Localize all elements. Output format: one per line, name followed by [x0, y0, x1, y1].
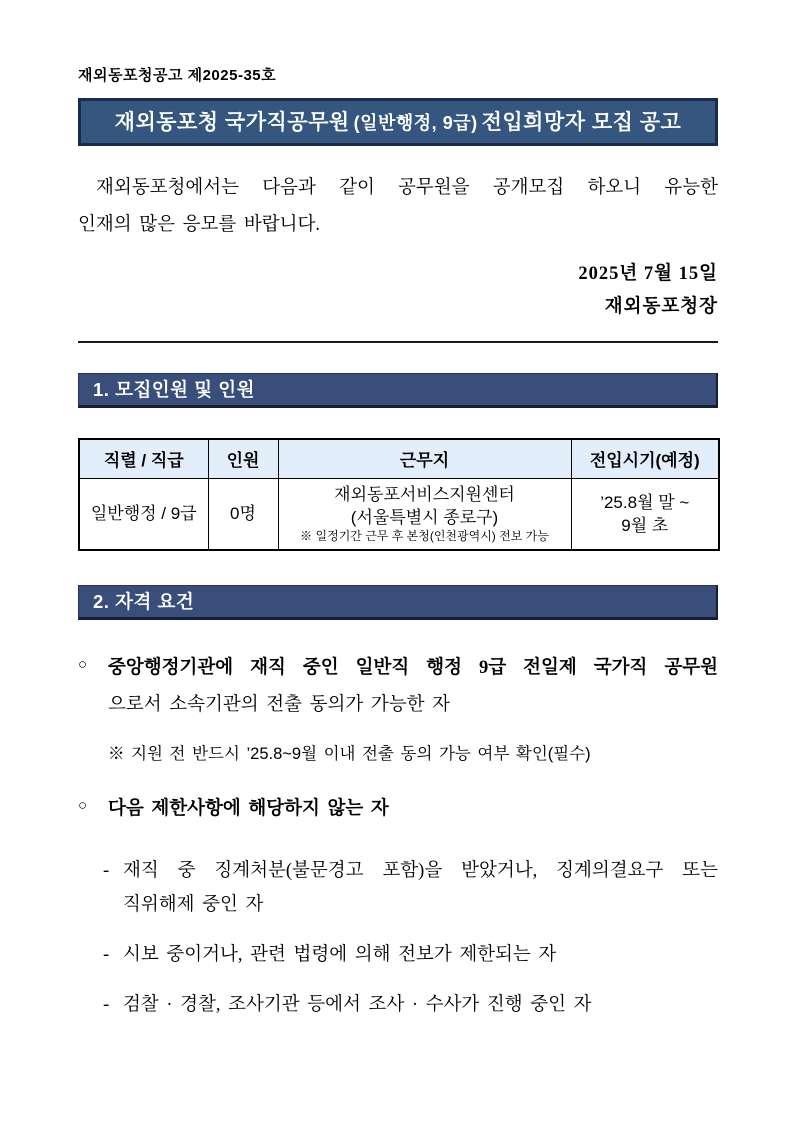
title-paren: (일반행정, 9급) [353, 113, 478, 133]
dash-bullet-icon: - [103, 995, 110, 1015]
restriction-item-3 [103, 988, 718, 1022]
horizontal-rule [78, 341, 718, 343]
restriction-item-1-content [123, 854, 718, 922]
bullet-1-normal-line: 으로서 소속기관의 전출 동의가 가능한 자 [108, 695, 450, 715]
col-header-period: 전입시기(예정) [571, 439, 719, 478]
bullet-2-bold-line: 다음 제한사항에 해당하지 않는 자 [108, 799, 389, 819]
title-part2: 전입희망자 모집 공고 [481, 111, 682, 134]
intro-paragraph [78, 170, 718, 244]
circle-bullet-icon: ○ [78, 797, 88, 814]
signoff-date: 2025년 7월 15일 [578, 264, 718, 284]
dash-bullet-icon: - [103, 945, 110, 965]
period-line-2: 9월 초 [621, 515, 669, 535]
intro-line-1: 재외동포청에서는 다음과 같이 공무원을 공개모집 하오니 유능한 [96, 178, 718, 198]
restriction-item-2 [103, 938, 718, 972]
restriction-item-2-line-1: 시보 중이거나, 관련 법령에 의해 전보가 제한되는 자 [123, 945, 557, 965]
cell-rank: 일반행정 / 9급 [79, 478, 208, 550]
signoff-signer: 재외동포청장 [604, 297, 718, 317]
bullet-1-bold-line: 중앙행정기관에 재직 중인 일반직 행정 9급 전일제 국가직 공무원 [108, 658, 718, 678]
period-line-1: ’25.8월 말 ~ [600, 492, 690, 512]
eligibility-bullet-2 [78, 794, 718, 824]
section-1-heading: 1. 모집인원 및 인원 [78, 373, 718, 408]
restriction-item-3-content [123, 988, 718, 1022]
col-header-rank: 직렬 / 직급 [79, 439, 208, 478]
intro-line-2: 인재의 많은 응모를 바랍니다. [78, 215, 320, 235]
bullet-2-content [108, 794, 718, 824]
workplace-line-2: (서울특별시 종로구) [350, 508, 499, 528]
cell-workplace [278, 478, 571, 550]
circle-bullet-icon: ○ [78, 656, 88, 673]
title-banner [78, 98, 718, 146]
cell-period [571, 478, 719, 550]
bullet-1-content [108, 653, 718, 720]
dash-bullet-icon: - [103, 861, 110, 881]
recruitment-table [78, 438, 720, 551]
title-part1: 재외동포청 국가직공무원 [114, 111, 350, 134]
col-header-count: 인원 [208, 439, 278, 478]
eligibility-bullet-1 [78, 653, 718, 720]
restriction-item-1 [103, 854, 718, 922]
restriction-item-1-line-1: 재직 중 징계처분(불문경고 포함)을 받았거나, 징계의결요구 또는 [123, 861, 718, 881]
signoff-block [78, 258, 718, 324]
restriction-item-1-line-2: 직위해제 중인 자 [123, 895, 264, 915]
section-2-heading: 2. 자격 요건 [78, 585, 718, 620]
workplace-line-1: 재외동포서비스지원센터 [334, 485, 515, 505]
col-header-workplace: 근무지 [278, 439, 571, 478]
restriction-item-2-content [123, 938, 718, 972]
restriction-item-3-line-1: 검찰 · 경찰, 조사기관 등에서 조사 · 수사가 진행 중인 자 [123, 995, 592, 1015]
bullet-1-note: ※ 지원 전 반드시 ’25.8~9월 이내 전출 동의 가능 여부 확인(필수) [108, 745, 591, 763]
doc-number: 재외동포청공고 제2025-35호 [78, 67, 277, 84]
cell-count: 0명 [208, 478, 278, 550]
table-header-row [79, 439, 719, 478]
workplace-note: ※ 일정기간 근무 후 본청(인천광역시) 전보 가능 [300, 529, 549, 544]
table-row [79, 478, 719, 550]
